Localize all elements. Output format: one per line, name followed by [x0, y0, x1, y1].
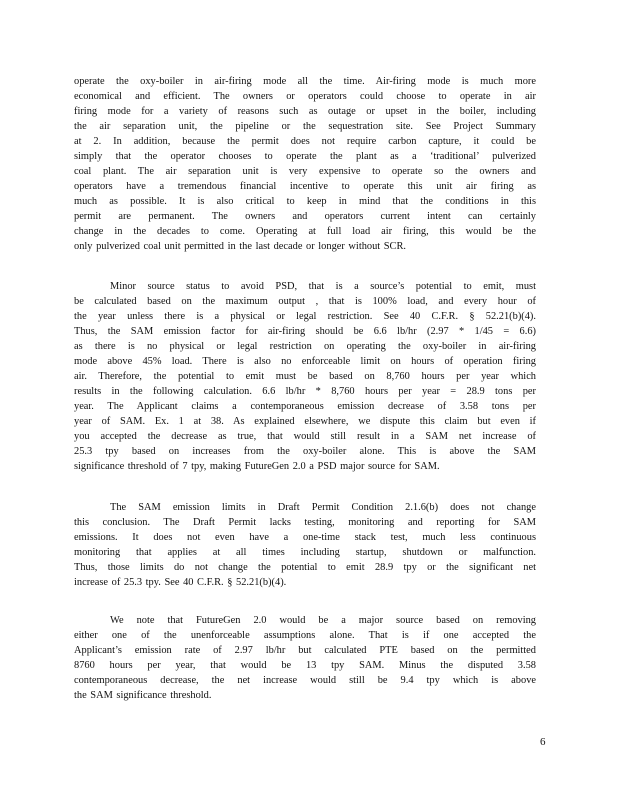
text-line: operators have a tremendous financial incentive to operate this unit air firing as	[74, 181, 536, 192]
text-line: either one of the unenforceable assumptions alone. That is if one accepted the	[74, 630, 536, 641]
text-line: simply that the operator chooses to operate the plant as a ‘traditional’ pulverized	[74, 151, 536, 162]
text-line: change in the decades to come. Operating at full load air firing, this would be the	[74, 226, 536, 237]
paragraph-air-firing	[74, 74, 536, 254]
page-number: 6	[540, 736, 546, 748]
text-line: as there is no physical or legal restriction on operating the oxy-boiler in air-firing	[74, 341, 536, 352]
text-line: year of SAM. Ex. 1 at 38. As explained elsewhere, we dispute this claim but even if	[74, 416, 536, 427]
text-line: increase of 25.3 tpy. See 40 C.F.R. § 52.21(b)(4).	[74, 577, 287, 588]
text-line: 25.3 tpy based on increases from the oxy-boiler alone. This is above the SAM	[74, 446, 536, 457]
text-line: firing mode for a variety of reasons such as outage or upset in the boiler, including	[74, 106, 536, 117]
text-line: emissions. It does not even have a one-time stack test, much less continuous	[74, 532, 536, 543]
paragraph-minor-source-status	[74, 279, 536, 474]
text-line: economical and efficient. The owners or operators could choose to operate in air	[74, 91, 536, 102]
text-line: the air separation unit, the pipeline or the sequestration site. See Project Summary	[74, 121, 536, 132]
text-line: Minor source status to avoid PSD, that is a source’s potential to emit, must	[110, 281, 536, 292]
text-line: be calculated based on the maximum output , that is 100% load, and every hour of	[74, 296, 536, 307]
text-line: the year unless there is a physical or legal restriction. See 40 C.F.R. § 52.21(b)(4).	[74, 311, 536, 322]
text-line: We note that FutureGen 2.0 would be a major source based on removing	[110, 615, 536, 626]
text-line: monitoring that applies at all times including startup, shutdown or malfunction.	[74, 547, 536, 558]
text-line: Thus, the SAM emission factor for air-firing should be 6.6 lb/hr (2.97 * 1/45 = 6.6)	[74, 326, 536, 337]
text-line: much as possible. It is also critical to keep in mind that the conditions in this	[74, 196, 536, 207]
text-line: Applicant’s emission rate of 2.97 lb/hr but calculated PTE based on the permitted	[74, 645, 536, 656]
text-line: operate the oxy-boiler in air-firing mode all the time. Air-firing mode is much more	[74, 76, 536, 87]
text-line: mode above 45% load. There is also no enforceable limit on hours of operation firing	[74, 356, 536, 367]
text-line: only pulverized coal unit permitted in the last decade or longer without SCR.	[74, 241, 407, 252]
text-line: coal plant. The air separation unit is very expensive to operate so the owners and	[74, 166, 536, 177]
text-line: you accepted the decrease as true, that would still result in a SAM net increase of	[74, 431, 536, 442]
text-line: permit are permanent. The owners and operators current intent can certainly	[74, 211, 536, 222]
text-line: this conclusion. The Draft Permit lacks testing, monitoring and reporting for SAM	[74, 517, 536, 528]
paragraph-sam-emission-limits	[74, 500, 536, 590]
text-line: significance threshold of 7 tpy, making FutureGen 2.0 a PSD major source for SAM.	[74, 461, 440, 472]
text-line: the SAM significance threshold.	[74, 690, 212, 701]
text-line: year. The Applicant claims a contemporaneous emission decrease of 3.58 tons per	[74, 401, 536, 412]
text-line: contemporaneous decrease, the net increase would still be 9.4 tpy which is above	[74, 675, 536, 686]
text-line: 8760 hours per year, that would be 13 tpy SAM. Minus the disputed 3.58	[74, 660, 536, 671]
text-line: Thus, those limits do not change the potential to emit 28.9 tpy or the significant net	[74, 562, 536, 573]
text-line: at 2. In addition, because the permit does not require carbon capture, it could be	[74, 136, 536, 147]
paragraph-major-source-note	[74, 613, 536, 703]
text-line: The SAM emission limits in Draft Permit Condition 2.1.6(b) does not change	[110, 502, 536, 513]
text-line: results in the following calculation. 6.6 lb/hr * 8,760 hours per year = 28.9 tons per	[74, 386, 536, 397]
text-line: air. Therefore, the potential to emit must be based on 8,760 hours per year which	[74, 371, 536, 382]
